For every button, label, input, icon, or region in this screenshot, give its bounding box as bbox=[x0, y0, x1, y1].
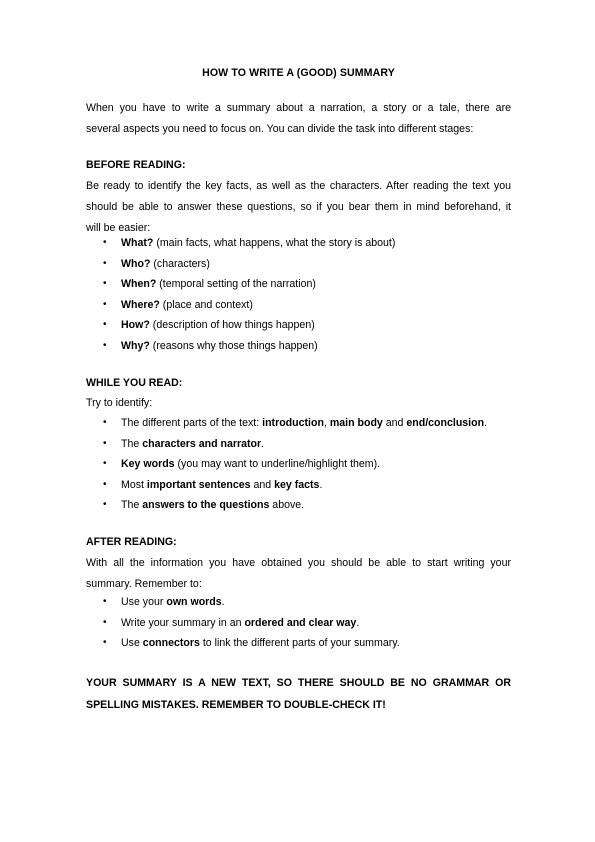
item-bold: characters and narrator bbox=[142, 437, 262, 450]
after-reading-paragraph bbox=[86, 553, 511, 595]
item-bold: connectors bbox=[142, 637, 200, 650]
list-item bbox=[86, 254, 511, 275]
item-text: Use bbox=[121, 637, 143, 650]
item-text: . bbox=[484, 417, 488, 429]
question-word: What? bbox=[121, 237, 154, 249]
bullet-icon: • bbox=[103, 596, 107, 607]
bullet-icon: • bbox=[103, 478, 107, 490]
before-reading-line: Be ready to identify the key facts, as well as the characters. After reading the text you bbox=[86, 180, 511, 192]
item-text: Use your bbox=[121, 596, 167, 608]
item-bold: important sentences bbox=[146, 478, 251, 491]
list-item bbox=[86, 274, 511, 295]
after-reading-line: summary. Remember to: bbox=[86, 578, 202, 590]
item-text: The different parts of the text: bbox=[121, 417, 263, 429]
item-text: . bbox=[261, 437, 265, 450]
list-item bbox=[86, 434, 511, 455]
final-line: YOUR SUMMARY IS A NEW TEXT, SO THERE SHOULD BE NO GRAMMAR OR bbox=[86, 677, 511, 689]
list-item bbox=[86, 233, 511, 254]
item-bold: key facts bbox=[274, 478, 320, 491]
question-word: Why? bbox=[121, 339, 150, 352]
while-reading-heading: WHILE YOU READ: bbox=[86, 377, 183, 389]
bullet-icon: • bbox=[103, 616, 107, 628]
list-item bbox=[86, 315, 511, 336]
item-text: . bbox=[221, 596, 225, 608]
question-text: (temporal setting of the narration) bbox=[156, 278, 316, 291]
item-text: and bbox=[382, 417, 407, 429]
bullet-icon: • bbox=[103, 637, 107, 649]
item-text: to link the different parts of your summary. bbox=[199, 637, 400, 650]
after-reading-heading: AFTER READING: bbox=[86, 536, 177, 548]
after-reading-list bbox=[86, 592, 511, 654]
bullet-icon: • bbox=[103, 458, 107, 470]
bullet-icon: • bbox=[103, 298, 107, 310]
item-bold: ordered and clear way bbox=[244, 616, 357, 629]
list-item bbox=[86, 413, 511, 434]
while-reading-intro: Try to identify: bbox=[86, 397, 153, 409]
item-bold: Key words bbox=[121, 458, 175, 471]
list-item bbox=[86, 295, 511, 316]
item-text: . bbox=[356, 616, 360, 629]
list-item bbox=[86, 454, 511, 475]
question-text: (main facts, what happens, what the story is about) bbox=[153, 237, 396, 249]
list-item bbox=[86, 495, 511, 516]
item-bold: answers to the questions bbox=[142, 499, 270, 512]
question-word: Where? bbox=[121, 298, 160, 311]
while-reading-list bbox=[86, 413, 511, 516]
bullet-icon: • bbox=[103, 257, 107, 269]
list-item bbox=[86, 336, 511, 357]
question-word: Who? bbox=[121, 257, 151, 270]
before-reading-heading: BEFORE READING: bbox=[86, 159, 186, 171]
bullet-icon: • bbox=[103, 437, 107, 449]
bullet-icon: • bbox=[103, 319, 107, 331]
item-text: Write your summary in an bbox=[121, 616, 245, 629]
bullet-icon: • bbox=[103, 499, 107, 511]
item-text: The bbox=[121, 499, 143, 512]
item-text: . bbox=[319, 478, 323, 491]
before-reading-line: will be easier: bbox=[86, 222, 151, 234]
bullet-icon: • bbox=[103, 339, 107, 351]
question-text: (reasons why those things happen) bbox=[149, 339, 318, 352]
item-bold: introduction bbox=[262, 417, 324, 429]
question-word: How? bbox=[121, 319, 150, 332]
question-text: (characters) bbox=[150, 257, 210, 270]
intro-line: When you have to write a summary about a narration, a story or a tale, there are bbox=[86, 102, 511, 114]
bullet-icon: • bbox=[103, 278, 107, 290]
document-title: HOW TO WRITE A (GOOD) SUMMARY bbox=[202, 67, 395, 79]
item-bold: main body bbox=[329, 417, 383, 429]
item-text: (you may want to underline/highlight them). bbox=[174, 458, 381, 471]
intro-line: several aspects you need to focus on. You can divide the task into different stages: bbox=[86, 123, 474, 135]
item-text: above. bbox=[269, 499, 305, 512]
item-text: The bbox=[121, 437, 143, 450]
question-word: When? bbox=[121, 278, 157, 291]
item-bold: own words bbox=[166, 596, 222, 608]
final-line: SPELLING MISTAKES. REMEMBER TO DOUBLE-CHECK IT! bbox=[86, 699, 386, 711]
list-item bbox=[86, 475, 511, 496]
final-reminder bbox=[86, 672, 511, 716]
question-text: (place and context) bbox=[159, 298, 253, 311]
list-item bbox=[86, 613, 511, 634]
after-reading-line: With all the information you have obtained you should be able to start writing your bbox=[86, 557, 511, 569]
item-text: , bbox=[323, 417, 330, 429]
item-text: and bbox=[250, 478, 275, 491]
list-item bbox=[86, 633, 511, 654]
item-text: Most bbox=[121, 478, 147, 491]
bullet-icon: • bbox=[103, 237, 107, 248]
item-bold: end/conclusion bbox=[406, 417, 485, 429]
question-text: (description of how things happen) bbox=[149, 319, 315, 332]
before-reading-line: should be able to answer these questions, so if you bear them in mind beforehand, it bbox=[86, 201, 511, 213]
before-reading-list bbox=[86, 233, 511, 357]
before-reading-paragraph bbox=[86, 176, 511, 239]
bullet-icon: • bbox=[103, 417, 107, 428]
list-item bbox=[86, 592, 511, 613]
intro-paragraph bbox=[86, 98, 511, 140]
